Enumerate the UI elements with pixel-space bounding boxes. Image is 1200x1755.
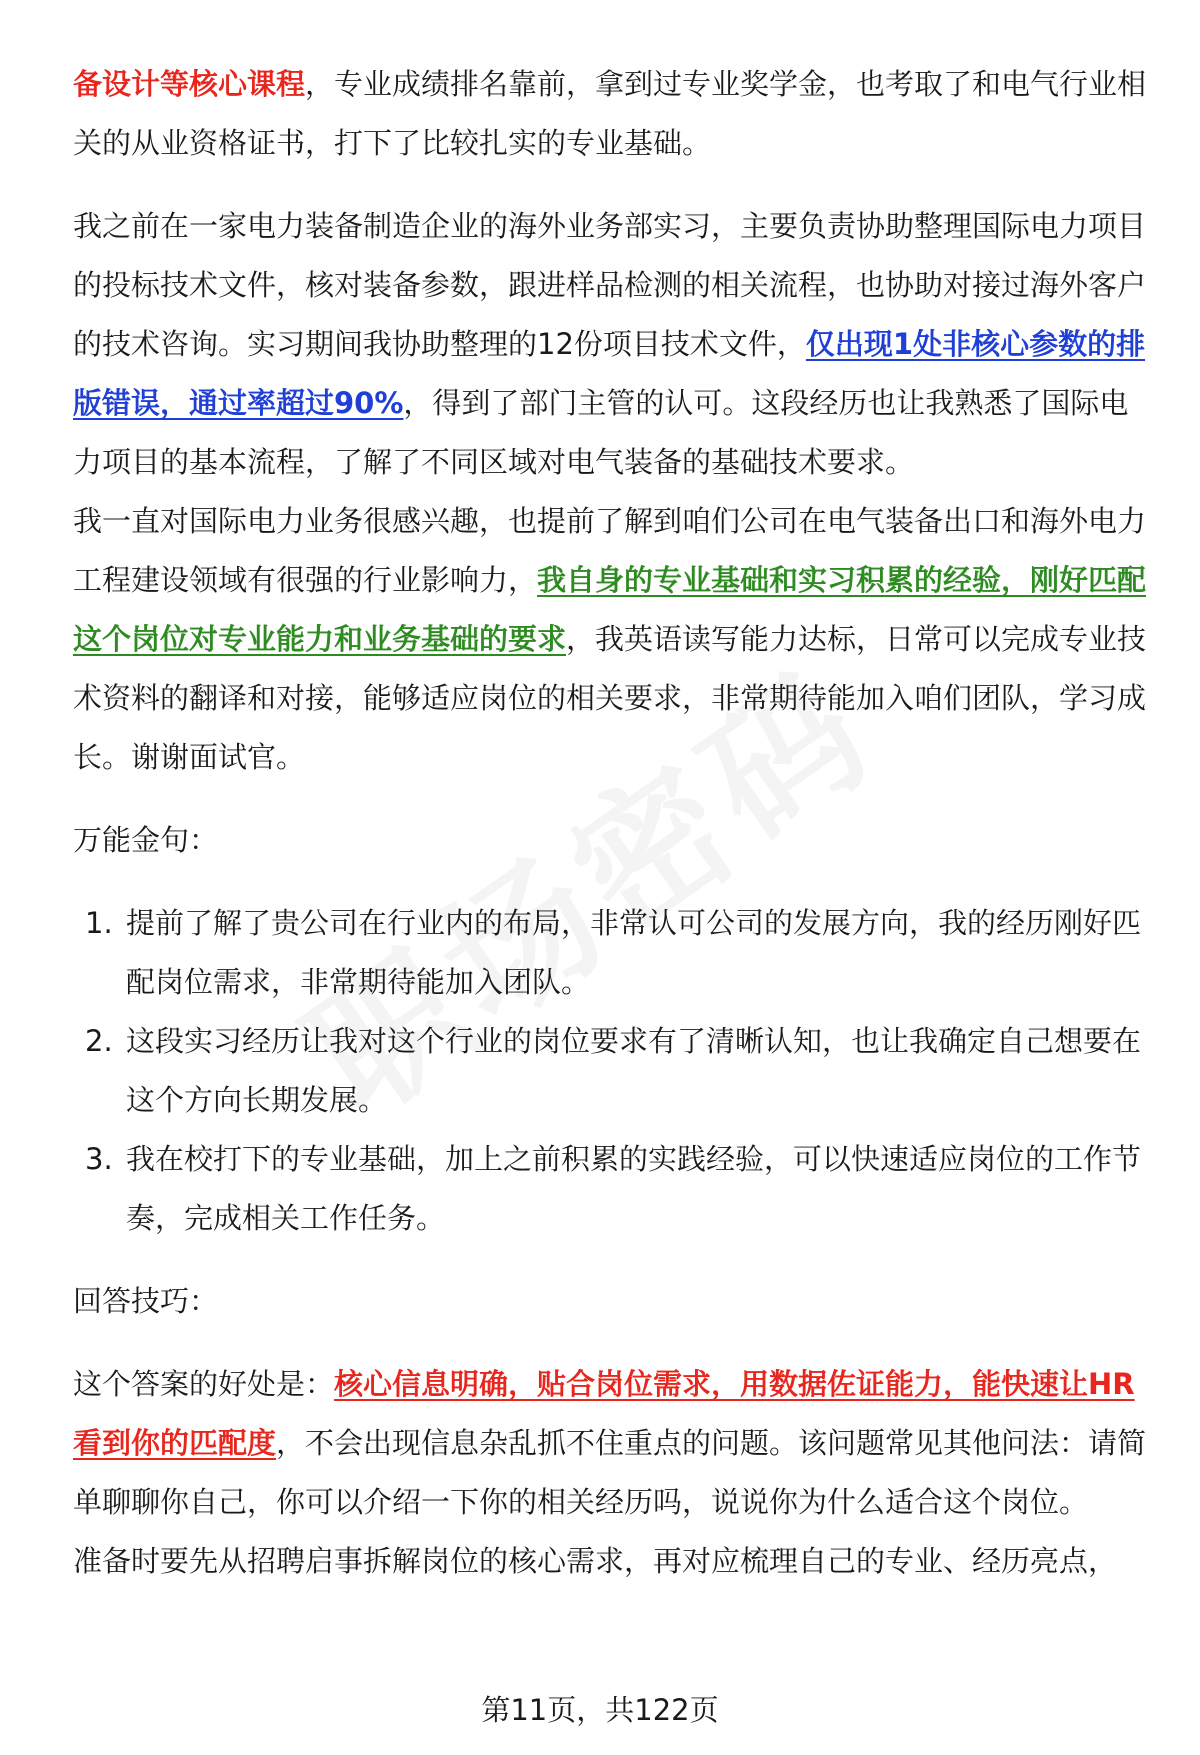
paragraph-education — [73, 55, 1148, 173]
highlight-benefits: 核心信息明确，贴合岗位需求，用数据佐证能力，能快速让HR看到你的匹配度 — [73, 1367, 1135, 1460]
internship-text-after: ，得到了部门主管的认可。这段经历也让我熟悉了国际电力项目的基本流程，了解了不同区域对电气装备的基础技术要求。 — [73, 386, 1129, 479]
highlight-job-match: 我自身的专业基础和实习积累的经验，刚好匹配这个岗位对专业能力和业务基础的要求 — [73, 563, 1147, 656]
internship-text-before: 我之前在一家电力装备制造企业的海外业务部实习，主要负责协助整理国际电力项目的投标技术文件，核对装备参数，跟进样品检测的相关流程，也协助对接过海外客户的技术咨询。实习期间我协助整理的12份项目技术文件， — [73, 209, 1147, 361]
document-content — [73, 55, 1148, 1591]
list-item: 1. 提前了解了贵公司在行业内的布局，非常认可公司的发展方向，我的经历刚好匹配岗位需求，非常期待能加入团队。 — [85, 906, 1142, 999]
highlight-pass-rate: 仅出现1处非核心参数的排版错误，通过率超过90% — [73, 327, 1146, 420]
golden-sentences-list — [73, 894, 1148, 1248]
tips-text-after: ，不会出现信息杂乱抓不住重点的问题。该问题常见其他问法：请简单聊聊你自己，你可以介绍一下你的相关经历吗，说说你为什么适合这个岗位。 — [73, 1426, 1147, 1519]
golden-sentences-heading: 万能金句： — [73, 823, 219, 857]
motivation-text-after: ，我英语读写能力达标，日常可以完成专业技术资料的翻译和对接，能够适应岗位的相关要求，非常期待能加入咱们团队，学习成长。谢谢面试官。 — [73, 622, 1147, 774]
highlight-core-courses: 备设计等核心课程 — [73, 67, 306, 101]
list-item: 2. 这段实习经历让我对这个行业的岗位要求有了清晰认知，也让我确定自己想要在这个方向长期发展。 — [85, 1024, 1142, 1117]
page-number: 第11页，共122页 — [481, 1693, 719, 1727]
motivation-text-before: 我一直对国际电力业务很感兴趣，也提前了解到咱们公司在电气装备出口和海外电力工程建设领域有很强的行业影响力， — [73, 504, 1147, 597]
education-text: ，专业成绩排名靠前，拿到过专业奖学金，也考取了和电气行业相关的从业资格证书，打下了比较扎实的专业基础。 — [73, 67, 1147, 160]
answer-tips-heading: 回答技巧： — [73, 1284, 219, 1318]
paragraph-tips — [73, 1355, 1148, 1532]
tips-text-before: 这个答案的好处是： — [73, 1367, 335, 1401]
paragraph-internship — [73, 197, 1148, 492]
paragraph-preparation: 准备时要先从招聘启事拆解岗位的核心需求，再对应梳理自己的专业、经历亮点， — [73, 1544, 1118, 1578]
paragraph-motivation — [73, 492, 1148, 787]
list-item: 3. 我在校打下的专业基础，加上之前积累的实践经验，可以快速适应岗位的工作节奏，完成相关工作任务。 — [85, 1142, 1142, 1235]
